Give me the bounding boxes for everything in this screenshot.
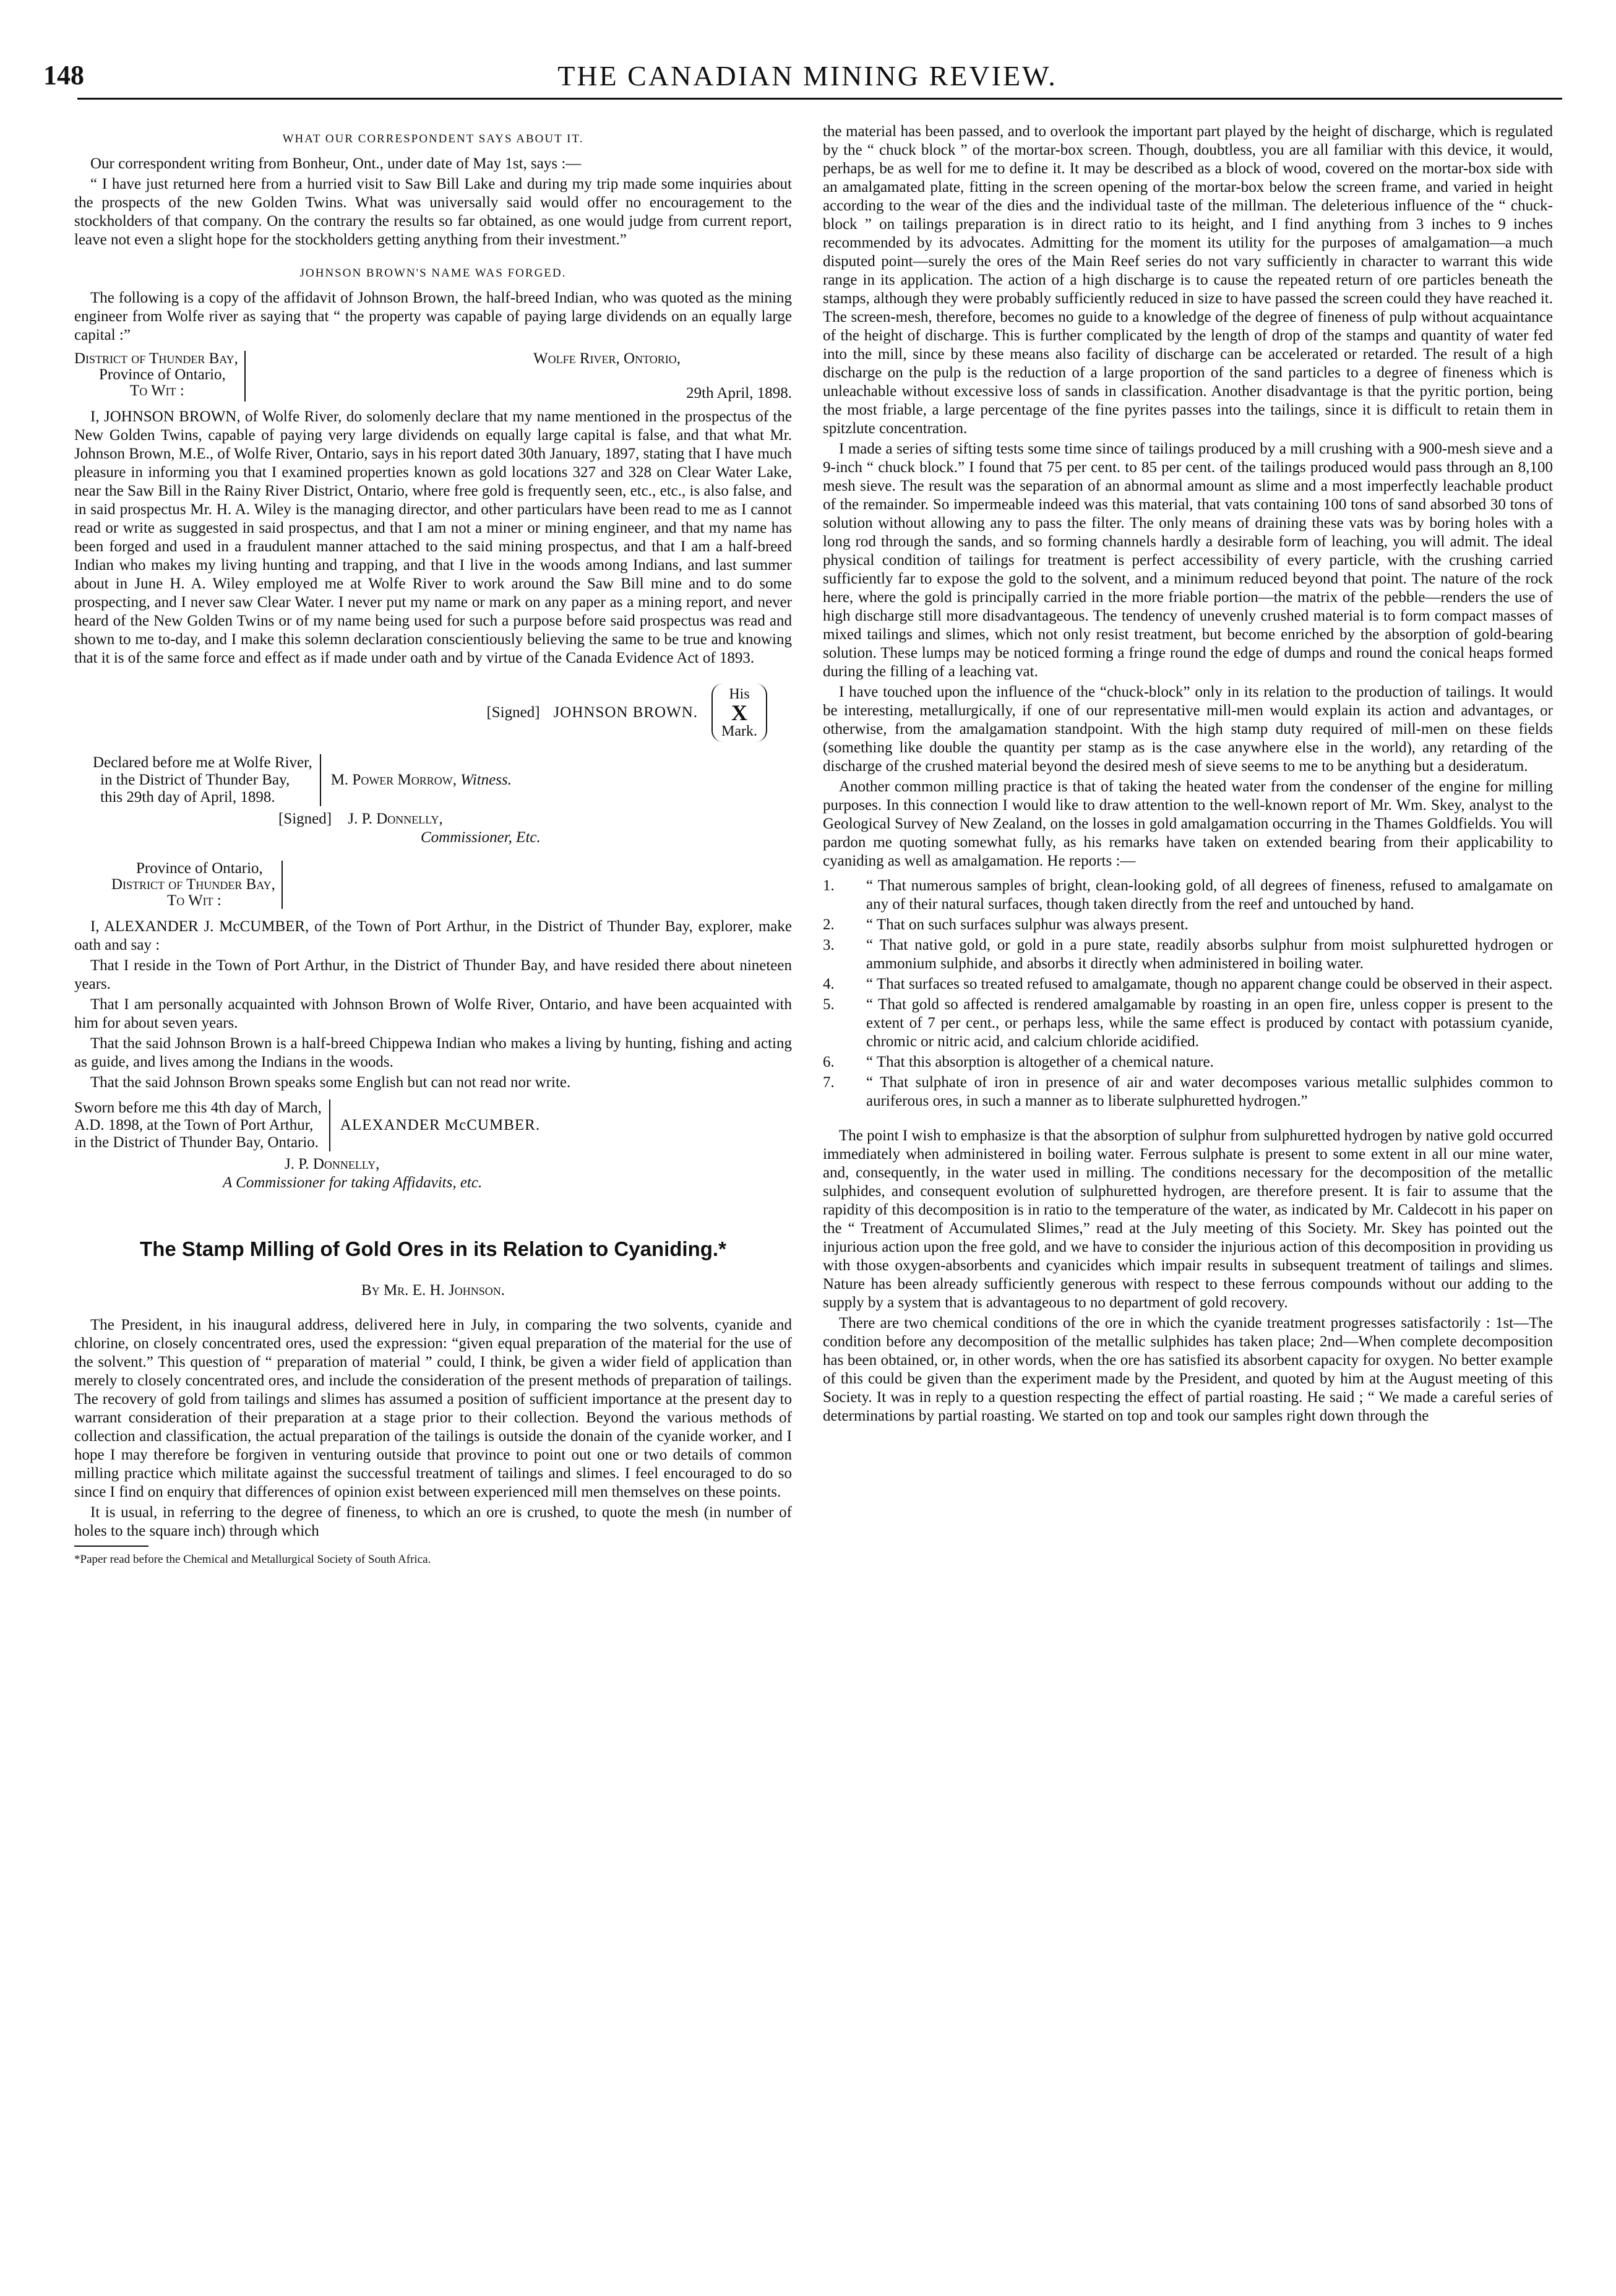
jurisdiction-block xyxy=(111,861,283,909)
article-title: The Stamp Milling of Gold Ores in its Relation to Cyaniding.* xyxy=(140,1237,726,1260)
list-item xyxy=(823,916,1553,934)
signature-mark xyxy=(711,684,767,742)
signatory-name: JOHNSON BROWN. xyxy=(553,704,698,721)
section-heading: WHAT OUR CORRESPONDENT SAYS ABOUT IT. xyxy=(282,132,584,145)
list-number: 4. xyxy=(823,976,835,992)
signed-label: [Signed] xyxy=(486,704,540,721)
right-column xyxy=(823,123,1553,1427)
header-rule xyxy=(77,98,1562,100)
sworn-line: A.D. 1898, at the Town of Port Arthur, xyxy=(74,1117,314,1133)
list-number: 1. xyxy=(823,877,835,894)
commissioner-title: Commissioner, Etc. xyxy=(421,829,541,846)
address-line: Province of Ontario, xyxy=(136,860,263,877)
paragraph: The following is a copy of the affidavit of Johnson Brown, the half-breed Indian, who was quoted as the mining engineer from Wolfe river as saying that “ the property was capable of paying large dividends on an equally large capital :” xyxy=(74,290,792,343)
declaration-line: Declared before me at Wolfe River, xyxy=(93,754,312,771)
place-line: Wolfe River, Ontorio, xyxy=(533,350,681,367)
commissioner-name: J. P. Donnelly, xyxy=(285,1156,380,1172)
list-item xyxy=(823,936,1553,973)
sworn-line: in the District of Thunder Bay, Ontario. xyxy=(74,1134,319,1151)
section-heading: JOHNSON BROWN'S NAME WAS FORGED. xyxy=(299,267,567,280)
witness-name: M. Power Morrow, xyxy=(330,772,457,788)
list-number: 7. xyxy=(823,1074,835,1091)
list-item xyxy=(823,975,1553,994)
witness xyxy=(331,771,512,789)
list-number: 5. xyxy=(823,996,835,1013)
mark-text: His xyxy=(729,686,750,702)
list-item xyxy=(823,877,1553,914)
declaration-line: this 29th day of April, 1898. xyxy=(100,789,275,806)
list-number: 2. xyxy=(823,916,835,933)
list-text: “ That gold so affected is rendered amalgamable by roasting in an open fire, unless copper is present to the extent of 7 per cent., or perhaps less, while the same effect is produced by contact with potassium cyanide, chromic or nitric acid, and calcium chloride acidified. xyxy=(866,996,1553,1050)
list-text: “ That sulphate of iron in presence of air and water decomposes various metallic sulphides common to auriferous ores, in such a manner as to liberate sulphuretted hydrogen.” xyxy=(866,1074,1553,1109)
mark-x: X xyxy=(731,700,747,725)
address-line: Province of Ontario, xyxy=(99,366,226,383)
commissioner-name: J. P. Donnelly, xyxy=(348,810,443,827)
list-number: 3. xyxy=(823,937,835,953)
date-line: 29th April, 1898. xyxy=(686,385,792,402)
address-line: To Wit : xyxy=(130,382,184,399)
paragraph: I have touched upon the influence of the “chuck-block” only in its relation to the production of tailings. It would be interesting, metallurgically, if one of our representative mill-men would explain its action and advantages, or otherwise, from the amalgamation standpoint. With the high stamp duty required of mill-men on these fields (something like double the quantity per stamp as is the case anywhere else in the world), any retarding of the discharge of the crushed material beyond the desired mesh of sieve seems to me to be anything but a desideratum. xyxy=(823,684,1553,775)
signature-block xyxy=(74,684,767,742)
address-line: District of Thunder Bay, xyxy=(111,876,275,893)
sworn-line: Sworn before me this 4th day of March, xyxy=(74,1099,322,1116)
paragraph: “ I have just returned here from a hurried visit to Saw Bill Lake and during my trip made some inquiries about the prospects of the new Golden Twins. What was universally said would offer no encouragement to the stockholders of that company. On the contrary the results so far obtained, as one would judge from current report, leave not even a slight hope for the stockholders getting anything from their investment.” xyxy=(74,176,792,248)
paragraph: That the said Johnson Brown is a half-breed Chippewa Indian who makes a living by hunting, fishing and acting as guide, and lives among the Indians in the woods. xyxy=(74,1035,792,1070)
paragraph: I made a series of sifting tests some time since of tailings produced by a mill crushing with a 900-mesh sieve and a 9-inch “ chuck block.” I found that 75 per cent. to 85 per cent. of the tailings produced would pass through an 8,100 mesh sieve. The result was the separation of an abnormal amount as slime and a most imperfectly leachable product of the remainder. So impermeable indeed was this material, that vats containing 100 tons of sand absorbed 30 tons of solution without allowing any to pass the filter. The only means of draining these vats was by boring holes with a long rod through the sands, and so forming channels hardly a desirable form of leaching, you will admit. The ideal physical condition of tailings for treatment is perfect accessibility of every particle, with the crushing carried sufficiently far to expose the gold to the solvent, and a minimum reduced beyond that point. The nature of the rock here, where the gold is principally carried in the more friable portion—the matrix of the pebble—renders the use of high discharge still more disadvantageous. The tendency of unevenly crushed material is to form compact masses of mixed tailings and slimes, which not only resist treatment, but become enriched by the absorption of gold-bearing solution. These lumps may be noticed forming a fringe round the edge of dumps and round the conical heaps formed during the filling of a leaching vat. xyxy=(823,441,1553,680)
list-text: “ That numerous samples of bright, clean-looking gold, of all degrees of fineness, refused to amalgamate on any of their natural surfaces, though taken directly from the reef and untouched by hand. xyxy=(866,877,1553,913)
signed-label: [Signed] xyxy=(278,810,332,827)
jurisdiction-block xyxy=(74,351,246,402)
deponent-name: ALEXANDER McCUMBER. xyxy=(340,1117,541,1133)
list-number: 6. xyxy=(823,1054,835,1070)
commissioner-block xyxy=(278,810,792,847)
witness-label: Witness. xyxy=(460,772,512,788)
declaration-lines xyxy=(93,754,321,806)
list-item xyxy=(823,1053,1553,1072)
left-column xyxy=(74,123,792,1569)
article-byline: By Mr. E. H. Johnson. xyxy=(361,1282,505,1299)
paragraph: That I reside in the Town of Port Arthur, in the District of Thunder Bay, and have resided there about nineteen years. xyxy=(74,957,792,992)
page-header xyxy=(43,53,1571,103)
footnote: *Paper read before the Chemical and Metallurgical Society of South Africa. xyxy=(74,1553,431,1566)
affidavit-address xyxy=(74,351,792,402)
paragraph: That the said Johnson Brown speaks some English but can not read nor write. xyxy=(90,1074,571,1091)
paragraph: Our correspondent writing from Bonheur, Ont., under date of May 1st, says :— xyxy=(90,155,582,172)
place-date-block xyxy=(533,351,792,402)
paragraph: Another common milling practice is that of taking the heated water from the condenser of the engine for milling purposes. In this connection I would like to draw attention to the well-known report of Mr. Wm. Skey, analyst to the Geological Survey of New Zealand, on the losses in gold amalgamation occurring in the Thames Goldfields. You will pardon me quoting somewhat fully, as his remarks have taken on extended bearing from their applicability to cyaniding as well as amalgamation. He reports :— xyxy=(823,778,1553,869)
commissioner-title: A Commissioner for taking Affidavits, etc. xyxy=(223,1174,483,1191)
list-item xyxy=(823,995,1553,1051)
list-text: “ That native gold, or gold in a pure state, readily absorbs sulphur from moist sulphuretted hydrogen or ammonium sulphide, and absorbs it directly when administered in boiling water. xyxy=(866,937,1553,972)
paragraph: It is usual, in referring to the degree of fineness, to which an ore is crushed, to quote the mesh (in number of holes to the square inch) through which xyxy=(74,1504,792,1539)
paragraph: There are two chemical conditions of the ore in which the cyanide treatment progresses satisfactorily : 1st—The condition before any decomposition of the metallic sulphides has taken place; 2nd—When complete decomposition has been obtained, or, in other words, when the ore has satisfied its absorbent capacity for oxygen. No better example of this could be given than the experiment made by the President, and quoted by him at the August meeting of this Society. It was in reply to a question respecting the effect of partial roasting. He said ; “ We made a careful series of determinations by partial roasting. We started on top and took our samples right down through the xyxy=(823,1315,1553,1424)
address-line: To Wit : xyxy=(167,892,221,909)
page-number: 148 xyxy=(43,60,84,90)
address-line: District of Thunder Bay, xyxy=(74,350,238,367)
paragraph: That I am personally acquainted with Johnson Brown of Wolfe River, Ontario, and have been acquainted with him for about seven years. xyxy=(74,996,792,1031)
paragraph: I, JOHNSON BROWN, of Wolfe River, do solomenly declare that my name mentioned in the prospectus of the New Golden Twins, capable of paying very large dividends on equally large capital is false, and that what Mr. Johnson Brown, M.E., of Wolfe River, Ontario, says in his report dated 30th January, 1897, stating that I have much pleasure in informing you that I examined properties known as gold locations 327 and 328 on Clear Water Lake, near the Saw Bill in the Rainy River District, Ontario, where free gold is frequently seen, etc., etc., is also false, and in said prospectus Mr. H. A. Wiley is the managing director, and other particulars have been read to me as I cannot read or write as suggested in said prospectus, and that I am not a miner or mining engineer, and that my name has been forged and used in a fraudulent manner attached to the said mining prospectus, and that I am a half-breed Indian who makes my living hunting and trapping, and that I live in the woods among Indians, and last summer about in June H. A. Wiley employed me at Wolfe River to work around the Saw Bill mine and to do some prospecting, and I never saw Clear Water. I never put my name or mark on any paper as a mining report, and never heard of the New Golden Twins or of my name being used for such a purpose before said prospectus was read and shown to me to-day, and I make this solemn declaration conscientiously believing the same to be true and knowing that it is of the same force and effect as if made under oath and by virtue of the Canada Evidence Act of 1893. xyxy=(74,408,792,666)
declaration-block xyxy=(93,754,792,806)
list-text: “ That on such surfaces sulphur was always present. xyxy=(866,916,1188,933)
footnote-rule xyxy=(74,1546,148,1547)
list-text: “ That surfaces so treated refused to amalgamate, though no apparent change could be observed in their aspect. xyxy=(866,976,1553,992)
sworn-lines xyxy=(74,1099,330,1151)
list-text: “ That this absorption is altogether of a chemical nature. xyxy=(866,1054,1214,1070)
paragraph: I, ALEXANDER J. McCUMBER, of the Town of Port Arthur, in the District of Thunder Bay, explorer, make oath and say : xyxy=(74,918,792,953)
paragraph: the material has been passed, and to overlook the important part played by the height of discharge, which is regulated by the “ chuck block ” of the mortar-box screen. Though, doubtless, you are all familiar with this device, it would, perhaps, be as well for me to define it. It may be described as a block of wood, covered on the mortar-box side with an amalgamated plate, fitting in the screen opening of the mortar-box below the screen frame, and varied in height according to the wear of the dies and the individual taste of the millman. The deleterious influence of the “ chuck-block ” on tailings preparation is in direct ratio to its height, and I find anything from 3 inches to 9 inches recommended by its advocates. Admitting for the moment its utility for the purposes of amalgamation—a much disputed point—surely the ores of the Main Reef series do not vary sufficiently in character to warrant this wide range in its application. The action of a high discharge is to cause the repeated return of ore particles beneath the stamps, although they were probably sufficiently reduced in size to have passed the screen could they have reached it. The screen-mesh, therefore, becomes no guide to a knowledge of the degree of fineness of pulp without acquaintance of the height of discharge. This is further complicated by the length of drop of the stamps and quantity of water fed into the mill, since by these means also facility of discharge can be accelerated or retarded. The result of a high discharge on the pulp is the reduction of a large proportion of the sand particles to a degree of fineness which is unleachable without excessive loss of sands in classification. Another disadvantage is that the pyritic portion, being the most friable, a large percentage of the fine pyrites passes into the tailings, since it is difficult to retain them in spitzlute concentration. xyxy=(823,123,1553,437)
affidavit-address-2 xyxy=(111,861,792,909)
skey-report-list xyxy=(823,877,1553,1111)
paragraph: The President, in his inaugural address, delivered here in July, in comparing the two solvents, cyanide and chlorine, on closely concentrated ores, used the expression: “given equal preparation of the material for the use of the solvent.” This question of “ preparation of material ” could, I think, be given a wider field of application than merely to closely concentrated ores, and include the consideration of the present methods of preparation of tailings. The recovery of gold from tailings and slimes has assumed a position of sufficient importance at the present day to warrant consideration of their preparation at a stage prior to their collection. Beyond the various methods of collection and classification, the actual preparation of the tailings is outside the donain of the cyanide worker, and I hope I may therefore be forgiven in venturing outside that province to point out one or two details of common milling practice which militate against the successful treatment of tailings and slimes. I feel encouraged to do so since I find on enquiry that differences of opinion exist between experienced mill men themselves on these points. xyxy=(74,1317,792,1500)
declaration-line: in the District of Thunder Bay, xyxy=(100,772,290,788)
sworn-block xyxy=(74,1099,792,1151)
publication-title: THE CANADIAN MINING REVIEW. xyxy=(557,60,1057,92)
paragraph: The point I wish to emphasize is that the absorption of sulphur from sulphuretted hydrogen by native gold occurred immediately when administered in boiling water. Ferrous sulphate is present to some extent in all our mine water, and, consequently, in the water used in milling. The conditions necessary for the decomposition of the metallic sulphides, and consequent evolution of sulphuretted hydrogen, are therefore present. It is fair to assume that the rapidity of this decomposition is in ratio to the temperature of the water, as indicated by Mr. Caldecott in his paper on the “ Treatment of Accumulated Slimes,” read at the July meeting of this Society. Mr. Skey has pointed out the injurious action upon the free gold, and we have to consider the injurious action of this decomposition in providing us with those oxygen-absorbents and cyanicides which impair results in subsequent treatment of tailings and slimes. Nature has been already sufficiently generous with respect to these ferrous compounds without our adding to the supply by a system that is advantageous to no department of gold recovery. xyxy=(823,1127,1553,1311)
mark-text: Mark. xyxy=(721,723,757,739)
list-item xyxy=(823,1073,1553,1111)
